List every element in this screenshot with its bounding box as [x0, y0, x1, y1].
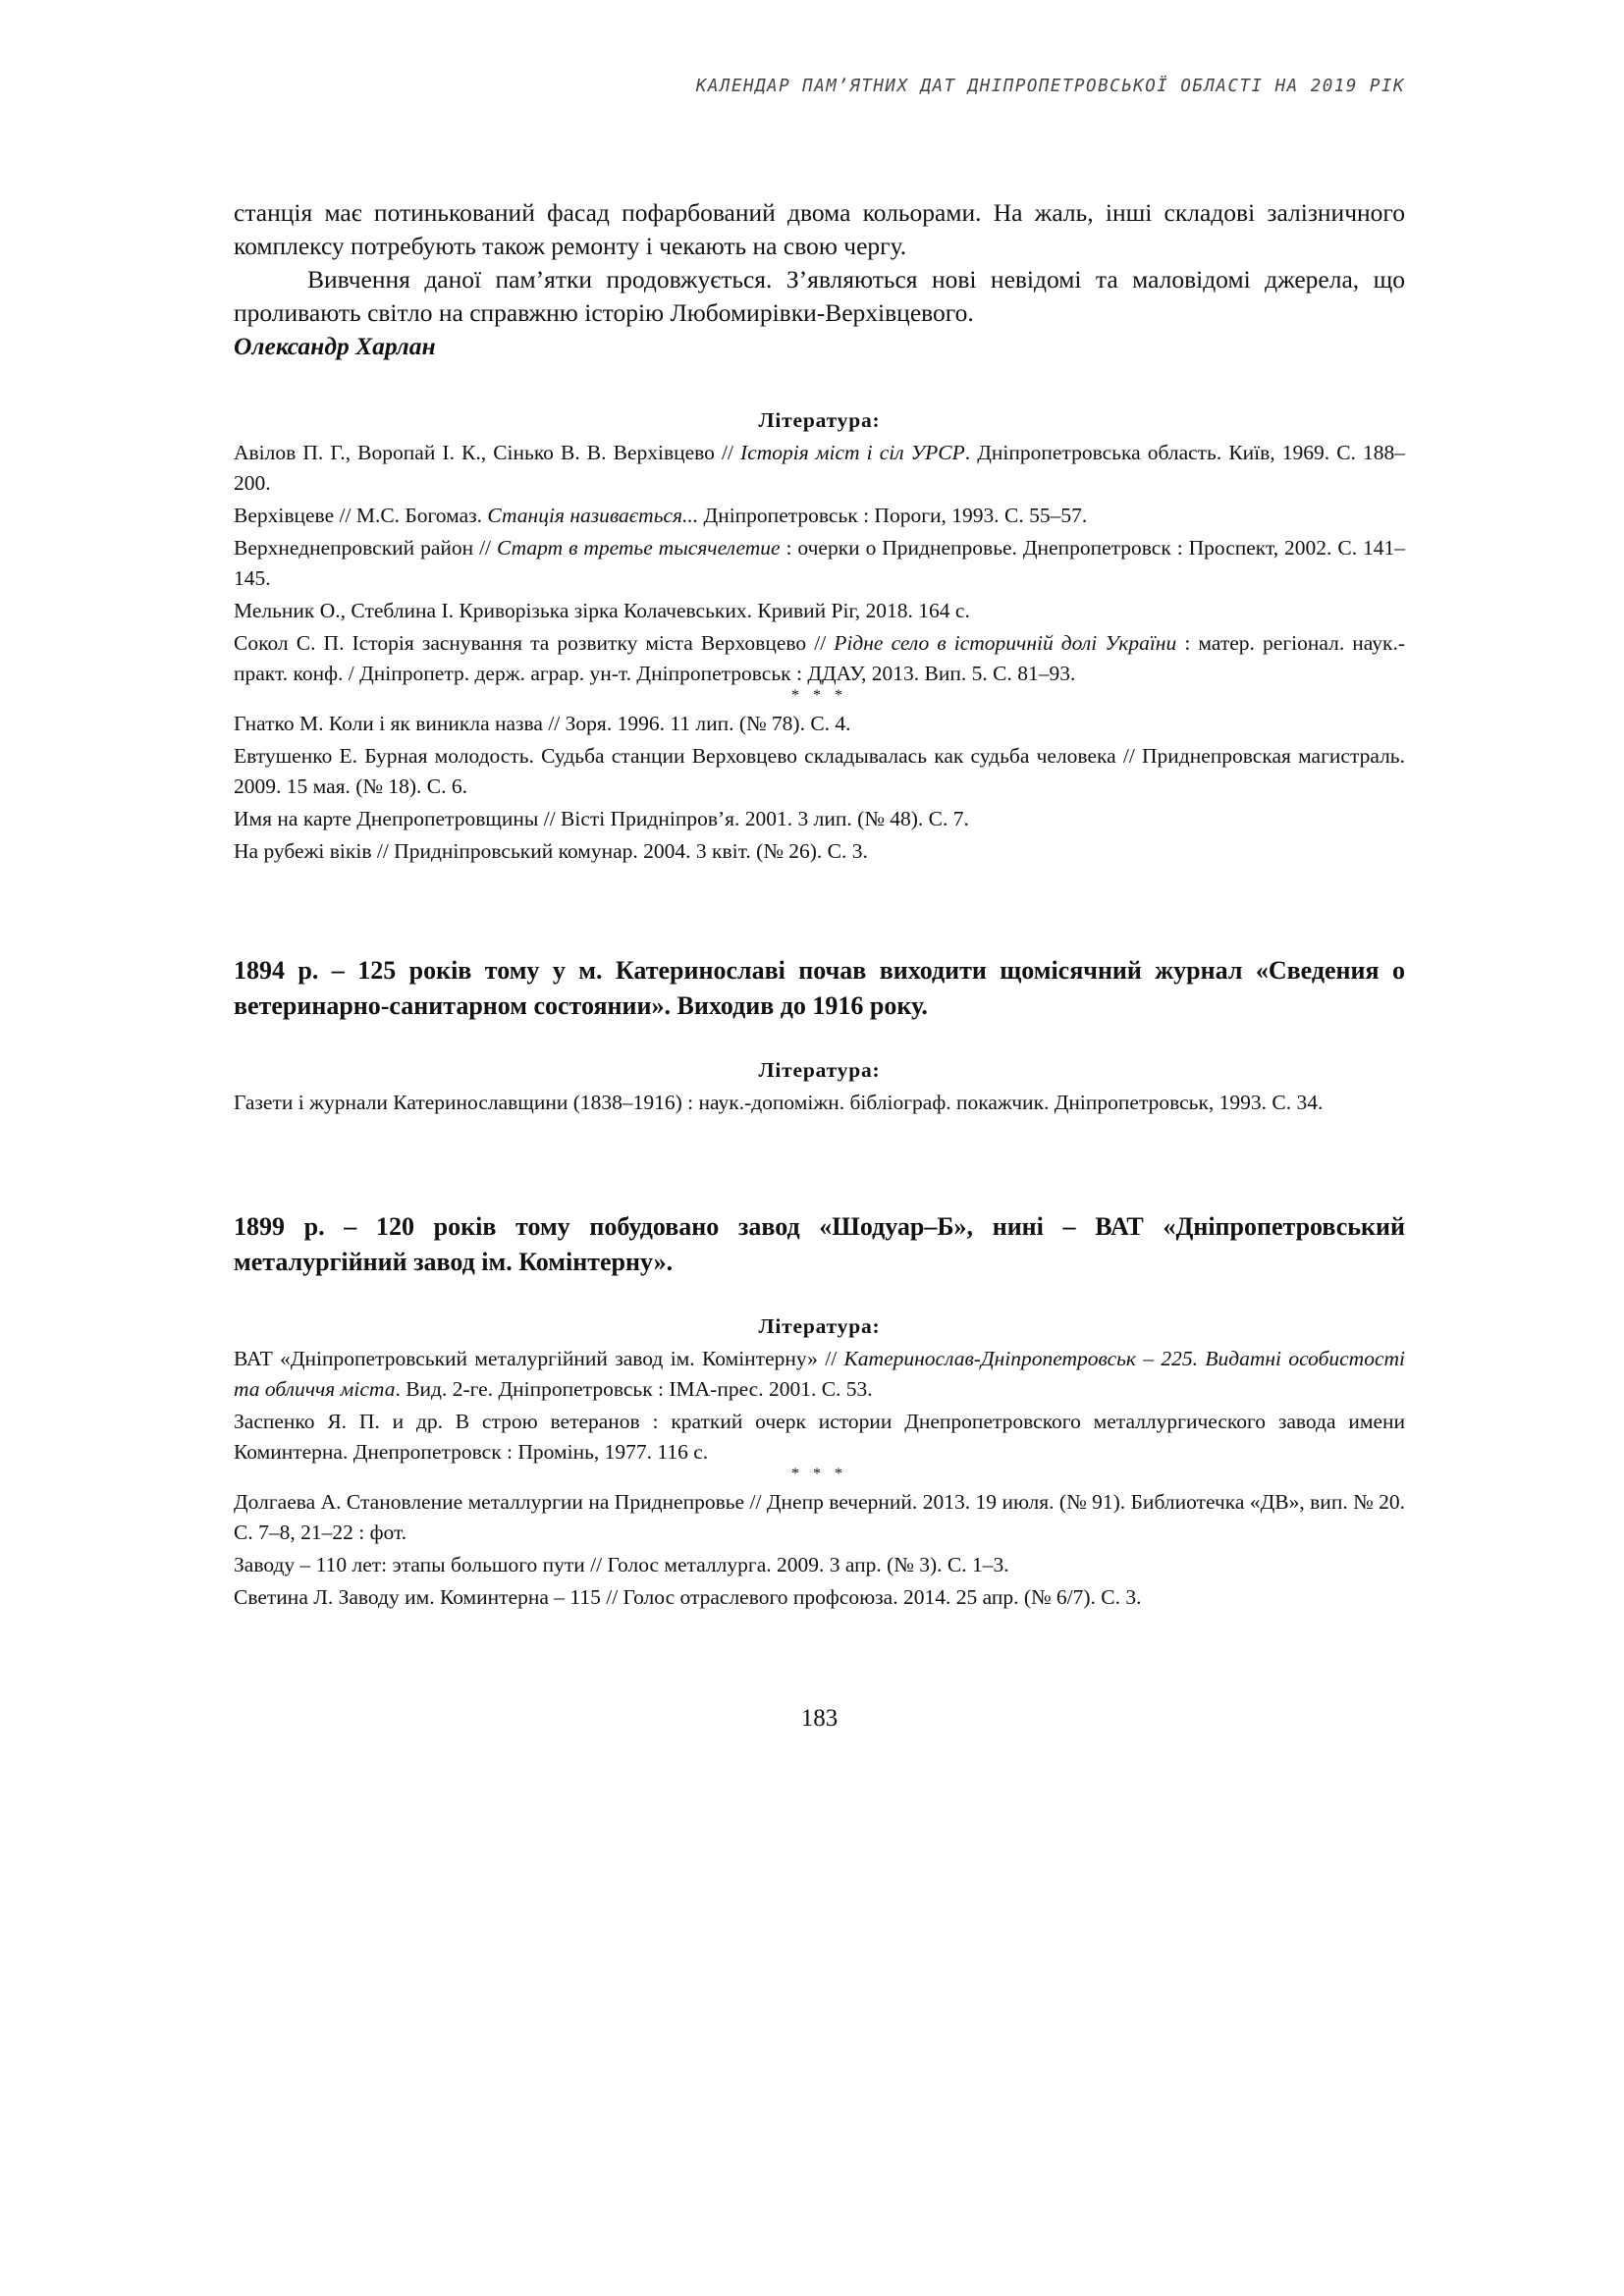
event-heading: 1899 р. – 120 років тому побудовано завод «Шодуар–Б», нині – ВАТ «Дніпропетровський металургійний завод ім. Комінтерну». [234, 1212, 1405, 1276]
bibliography-entry: Заводу – 110 лет: этапы большого пути // Голос металлурга. 2009. 3 апр. (№ 3). С. 1–3. [234, 1553, 1009, 1576]
event-heading: 1894 р. – 125 років тому у м. Катеринославі почав виходити щомісячний журнал «Сведения о ветеринарно-санитарном состоянии». Виходив до 1916 року. [234, 956, 1405, 1020]
page-number: 183 [800, 1705, 839, 1732]
entry-text: . Дніпропетровська область. Київ, 1969. С. 188–200. [234, 441, 1406, 495]
entry-title: Катеринослав-Дніпропетровськ – 225. Видатні особистості та обличчя міста [234, 1347, 1405, 1401]
entry-text: Авілов П. Г., Воропай І. К., Сінько В. В. Верхівцево // [234, 441, 741, 464]
author-signature: Олександр Харлан [234, 332, 436, 360]
bibliography-entry [234, 628, 1405, 689]
bibliography-entry [234, 501, 1405, 531]
entry-text: Верхівцеве // М.С. Богомаз. [234, 504, 488, 527]
running-header: КАЛЕНДАР ПАМ’ЯТНИХ ДАТ ДНІПРОПЕТРОВСЬКОЇ ОБЛАСТІ НА 2019 РІК [695, 77, 1405, 96]
entry-text: : очерки о Приднепровье. Днепропетровск : Проспект, 2002. С. 141–145. [234, 536, 1405, 590]
entry-text: Верхнеднепровский район // [234, 536, 497, 560]
literature-section [234, 405, 1405, 869]
entry-text: Дніпропетровськ : Пороги, 1993. С. 55–57. [698, 504, 1088, 527]
literature-section [234, 1311, 1405, 1615]
intro-paragraph: станція має потинькований фасад пофарбований двома кольорами. На жаль, інші складові залізничного комплексу потребують також ремонту і чекають на свою чергу. [234, 198, 1405, 260]
bibliography-entry [234, 1407, 1405, 1468]
bibliography-entry: Светина Л. Заводу им. Коминтерна – 115 // Голос отраслевого профсоюза. 2014. 25 апр. (№ 6/7). С. 3. [234, 1585, 1142, 1609]
entry-title: Рідне село в історичній долі України [834, 631, 1177, 655]
intro-paragraph: Вивчення даної пам’ятки продовжується. З’являються нові невідомі та маловідомі джерела, що проливають світло на справжню історію Любомирівки-Верхівцевого. [234, 265, 1405, 327]
intro-section [234, 196, 1405, 363]
entry-text: Заспенко Я. П. и др. В строю ветеранов : краткий очерк истории Днепропетровского металлургического завода имени Коминтерна. Днепропетровск : Промінь, 1977. 116 с. [234, 1410, 1405, 1464]
entry-text: Сокол С. П. Історія заснування та розвитку міста Верховцево // [234, 631, 835, 655]
bibliography-entry: Газети і журнали Катеринославщини (1838–1916) : наук.-допоміжн. бібліограф. покажчик. Дніпропетровськ, 1993. С. 34. [234, 1091, 1324, 1114]
bibliography-entry [234, 1344, 1405, 1405]
literature-heading: Література: [758, 1058, 881, 1082]
section-separator: * * * [791, 687, 847, 704]
bibliography-entry: Гнатко М. Коли і як виникла назва // Зоря. 1996. 11 лип. (№ 78). С. 4. [234, 712, 851, 735]
section-separator: * * * [791, 1466, 847, 1482]
bibliography-entry [234, 596, 1405, 626]
bibliography-entry: Имя на карте Днепропетровщины // Вісті Придніпров’я. 2001. 3 лип. (№ 48). С. 7. [234, 807, 969, 830]
entry-title: Історія міст і сіл УРСР [740, 441, 965, 464]
bibliography-entry: Евтушенко Е. Бурная молодость. Судьба станции Верховцево складывалась как судьба человека // Приднепровская магистраль. 2009. 15 мая. (№ 18). С. 6. [234, 744, 1405, 798]
entry-title: Станція називається... [487, 504, 699, 527]
entry-text: : матер. регіонал. наук.-практ. конф. / Дніпропетр. держ. аграр. ун-т. Дніпропетровськ : ДДАУ, 2013. Вип. 5. С. 81–93. [234, 631, 1405, 685]
entry-text: Мельник О., Стеблина І. Криворізька зірка Колачевських. Кривий Ріг, 2018. 164 с. [234, 599, 970, 622]
entry-title: Старт в третье тысячелетие [496, 536, 781, 560]
literature-heading: Література: [758, 408, 881, 432]
bibliography-entry [234, 438, 1405, 499]
bibliography-entry: На рубежі віків // Придніпровський комунар. 2004. 3 квіт. (№ 26). С. 3. [234, 839, 868, 863]
bibliography-entry: Долгаева А. Становление металлургии на Приднепровье // Днепр вечерний. 2013. 19 июля. (№ 91). Библиотечка «ДВ», вип. № 20. С. 7–8, 21–22 : фот. [234, 1490, 1405, 1544]
literature-heading: Література: [758, 1314, 881, 1338]
literature-section [234, 1055, 1405, 1120]
entry-text: ВАТ «Дніпропетровський металургійний завод ім. Комінтерну» // [234, 1347, 844, 1370]
entry-text: . Вид. 2-ге. Дніпропетровськ : ІМА-прес. 2001. С. 53. [395, 1377, 873, 1401]
bibliography-entry [234, 533, 1405, 594]
